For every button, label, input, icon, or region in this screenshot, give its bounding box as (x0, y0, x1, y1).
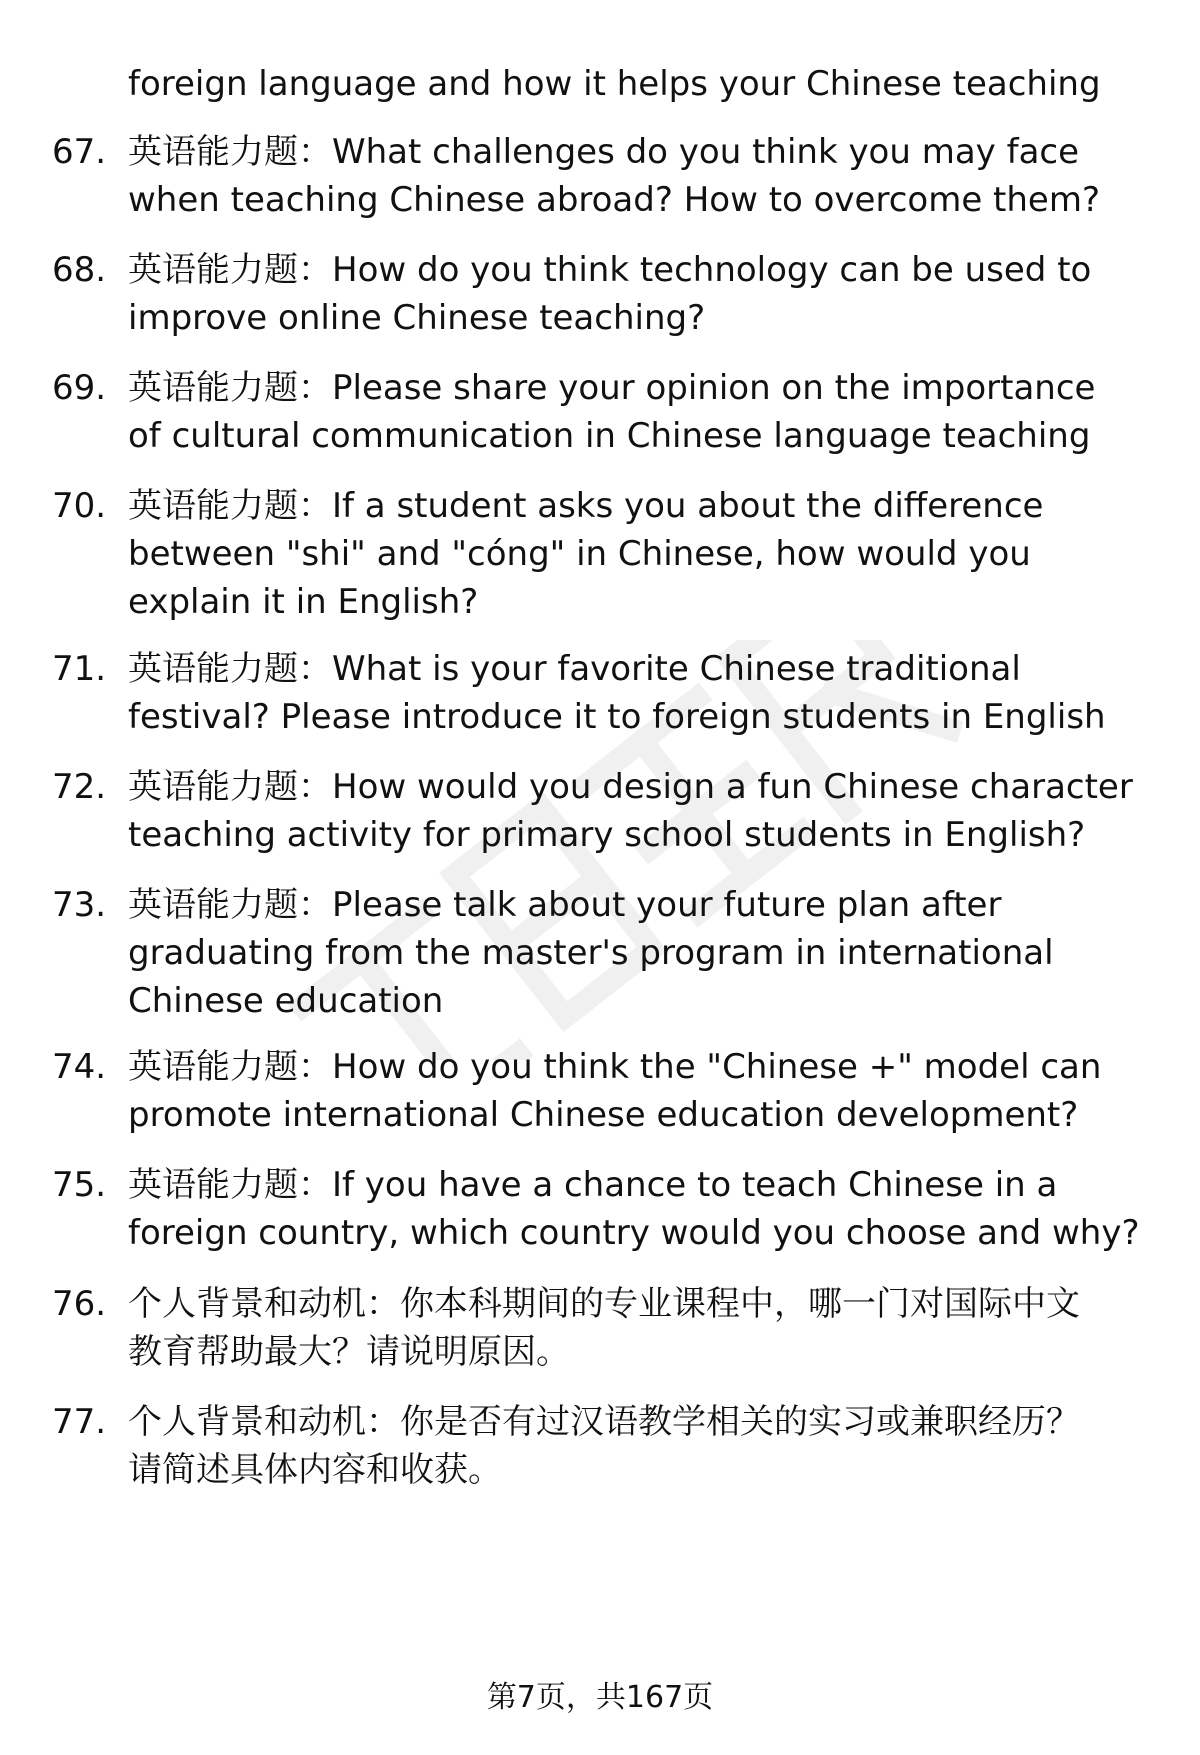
question-number: 77. (52, 1402, 107, 1442)
question-number: 70. (52, 486, 107, 526)
question-text (128, 645, 1168, 741)
question-text (128, 763, 1168, 859)
question-line: explain it in English? (128, 582, 479, 622)
question-line: graduating from the master's program in international (128, 933, 1054, 973)
question-text (128, 1043, 1168, 1139)
question-line: festival? Please introduce it to foreign students in English (128, 697, 1106, 737)
question-text (128, 128, 1168, 224)
question-number: 67. (52, 132, 107, 172)
question-number: 75. (52, 1165, 107, 1205)
question-line: 个人背景和动机：你本科期间的专业课程中，哪一门对国际中文 (128, 1284, 1080, 1324)
question-line: promote international Chinese education development? (128, 1095, 1079, 1135)
question-line: of cultural communication in Chinese language teaching (128, 416, 1091, 456)
question-line: 英语能力题：How do you think technology can be used to (128, 250, 1092, 290)
question-text (128, 364, 1168, 460)
question-line: 个人背景和动机：你是否有过汉语教学相关的实习或兼职经历？ (128, 1402, 1080, 1442)
question-line: 英语能力题：If you have a chance to teach Chinese in a (128, 1165, 1058, 1205)
question-number: 68. (52, 250, 107, 290)
question-line: 英语能力题：Please talk about your future plan after (128, 885, 1002, 925)
question-text (128, 1398, 1168, 1494)
question-line: when teaching Chinese abroad? How to overcome them? (128, 180, 1101, 220)
question-text (128, 482, 1168, 626)
question-number: 72. (52, 767, 107, 807)
question-line: 教育帮助最大？请说明原因。 (128, 1332, 570, 1372)
question-number: 69. (52, 368, 107, 408)
question-line: 请简述具体内容和收获。 (128, 1450, 502, 1490)
question-line: 英语能力题：Please share your opinion on the importance (128, 368, 1096, 408)
question-line: 英语能力题：How would you design a fun Chinese character (128, 767, 1133, 807)
question-text (128, 881, 1168, 1025)
question-number: 76. (52, 1284, 107, 1324)
question-number: 73. (52, 885, 107, 925)
question-number: 74. (52, 1047, 107, 1087)
question-line: 英语能力题：What challenges do you think you may face (128, 132, 1080, 172)
question-text (128, 1161, 1168, 1257)
question-line: improve online Chinese teaching? (128, 298, 706, 338)
question-text (128, 1280, 1168, 1376)
question-line: 英语能力题：If a student asks you about the difference (128, 486, 1044, 526)
question-line: 英语能力题：What is your favorite Chinese traditional (128, 649, 1021, 689)
question-line: between "shi" and "cóng" in Chinese, how would you (128, 534, 1031, 574)
question-line: Chinese education (128, 981, 444, 1021)
question-number: 71. (52, 649, 107, 689)
question-line: foreign country, which country would you choose and why? (128, 1213, 1140, 1253)
continuation-line: foreign language and how it helps your Chinese teaching (128, 64, 1101, 104)
question-text (128, 246, 1168, 342)
question-line: teaching activity for primary school students in English? (128, 815, 1086, 855)
question-line: 英语能力题：How do you think the "Chinese +" model can (128, 1047, 1102, 1087)
page-number: 第7页，共167页 (486, 1680, 714, 1715)
